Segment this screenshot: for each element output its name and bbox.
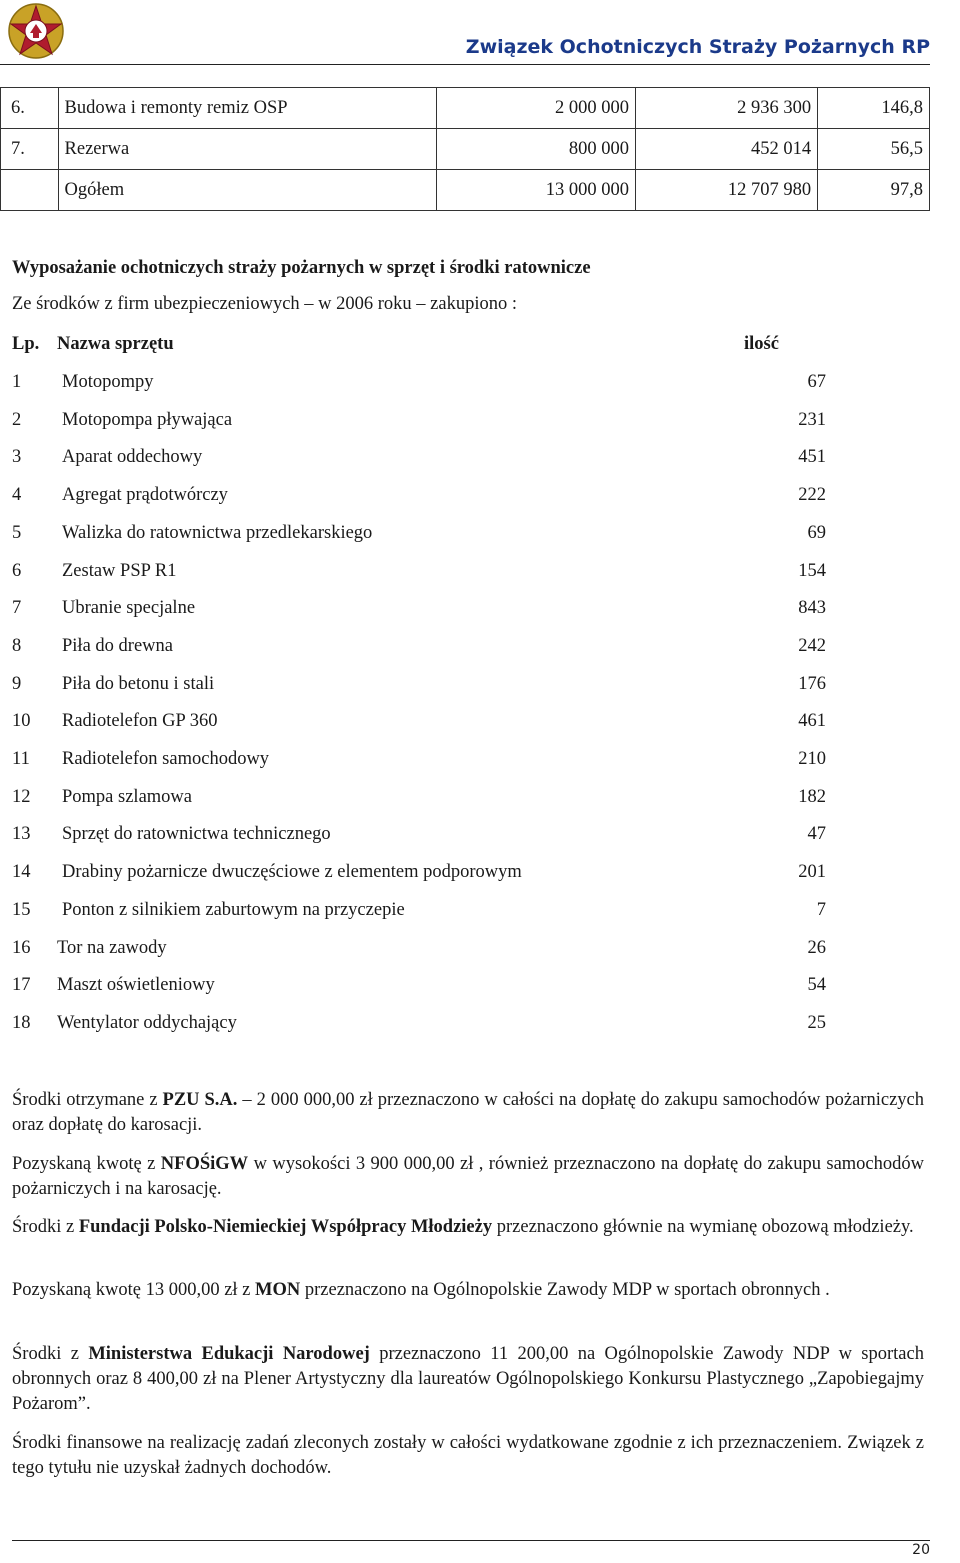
budget-cell-actual: 2 936 300 bbox=[636, 88, 818, 129]
budget-cell-plan: 800 000 bbox=[436, 129, 635, 170]
budget-cell-actual: 452 014 bbox=[636, 129, 818, 170]
paragraph-text: Pozyskaną kwotę z bbox=[12, 1154, 161, 1174]
budget-cell-lp: 6. bbox=[1, 88, 59, 129]
funding-source: Fundacji Polsko-Niemieckiej Współpracy Młodzieży bbox=[78, 1217, 493, 1237]
section-intro: Ze środków z firm ubezpieczeniowych – w 2006 roku – zakupiono : bbox=[12, 294, 518, 314]
equipment-quantity: 451 bbox=[798, 447, 826, 468]
equipment-number: 16 bbox=[12, 937, 31, 958]
budget-table bbox=[0, 87, 930, 211]
equipment-name: Aparat oddechowy bbox=[62, 447, 203, 468]
equipment-name: Walizka do ratownictwa przedlekarskiego bbox=[62, 522, 373, 543]
budget-cell-name: Ogółem bbox=[58, 170, 436, 211]
funding-paragraph bbox=[12, 1152, 924, 1202]
equipment-number: 13 bbox=[12, 824, 31, 845]
budget-cell-percent: 97,8 bbox=[818, 170, 930, 211]
equipment-quantity: 54 bbox=[807, 975, 826, 996]
equipment-row bbox=[0, 975, 960, 1013]
equipment-number: 17 bbox=[12, 975, 31, 996]
paragraph-text: przeznaczono 11 200,00 na Ogólnopolskie Zawody NDP w sportach obronnych oraz 8 400,00 zł na Plener Artystyczny dla laureatów Ogólnopolskiego Konkursu Plastycznego „Zapobiegajmy Pożarom”. bbox=[12, 1344, 924, 1414]
funding-paragraph bbox=[12, 1088, 924, 1138]
equipment-number: 15 bbox=[12, 899, 31, 920]
equipment-row bbox=[0, 862, 960, 900]
equipment-quantity: 7 bbox=[816, 899, 826, 920]
funding-paragraph bbox=[12, 1278, 924, 1303]
page-number: 20 bbox=[912, 1542, 930, 1558]
header-divider bbox=[0, 64, 930, 65]
paragraph-text: Środki finansowe na realizację zadań zleconych zostały w całości wydatkowane zgodnie z ich przeznaczeniem. Związek z tego tytułu nie uzyskał żadnych dochodów. bbox=[12, 1433, 924, 1478]
paragraph-text: w wysokości 3 900 000,00 zł , również przeznaczono na dopłatę do zakupu samochodów pożarniczych i na karosację. bbox=[12, 1154, 925, 1199]
equipment-name: Piła do drewna bbox=[62, 635, 173, 656]
zosp-emblem-icon bbox=[6, 2, 66, 60]
budget-cell-plan: 13 000 000 bbox=[436, 170, 635, 211]
equipment-quantity: 67 bbox=[807, 372, 826, 392]
funding-paragraph bbox=[12, 1342, 924, 1417]
equipment-quantity: 69 bbox=[807, 522, 826, 543]
equipment-quantity: 25 bbox=[807, 1012, 826, 1033]
budget-cell-actual: 12 707 980 bbox=[636, 170, 818, 211]
equipment-row bbox=[0, 900, 960, 938]
equipment-name: Motopompy bbox=[62, 372, 154, 392]
footer-divider bbox=[12, 1540, 930, 1541]
equipment-name: Ponton z silnikiem zaburtowym na przyczepie bbox=[62, 899, 405, 920]
equipment-name: Wentylator oddychający bbox=[57, 1012, 237, 1033]
equipment-quantity: 231 bbox=[798, 409, 826, 430]
equipment-quantity: 26 bbox=[807, 937, 826, 958]
budget-cell-name: Rezerwa bbox=[58, 129, 436, 170]
funding-source: NFOŚiGW bbox=[160, 1154, 249, 1174]
equipment-quantity: 461 bbox=[798, 711, 826, 732]
equipment-number: 1 bbox=[12, 372, 22, 392]
equipment-number: 14 bbox=[12, 862, 31, 883]
equipment-name: Sprzęt do ratownictwa technicznego bbox=[62, 824, 331, 845]
organization-title: Związek Ochotniczych Straży Pożarnych RP bbox=[465, 36, 930, 58]
paragraph-text: Pozyskaną kwotę 13 000,00 zł z bbox=[12, 1280, 256, 1300]
budget-cell-percent: 56,5 bbox=[818, 129, 930, 170]
equipment-number: 12 bbox=[12, 786, 31, 807]
equipment-quantity: 242 bbox=[798, 635, 826, 656]
paragraph-text: przeznaczono głównie na wymianę obozową młodzieży. bbox=[492, 1217, 914, 1237]
page-header bbox=[0, 0, 960, 80]
column-header-lp: Lp. bbox=[12, 334, 40, 354]
equipment-row bbox=[0, 636, 960, 674]
equipment-row bbox=[0, 523, 960, 561]
equipment-name: Zestaw PSP R1 bbox=[62, 560, 177, 581]
equipment-row bbox=[0, 674, 960, 712]
budget-cell-lp: 7. bbox=[1, 129, 59, 170]
budget-cell-plan: 2 000 000 bbox=[436, 88, 635, 129]
equipment-number: 10 bbox=[12, 711, 31, 732]
section-title: Wyposażanie ochotniczych straży pożarnych w sprzęt i środki ratownicze bbox=[12, 258, 591, 278]
equipment-number: 11 bbox=[12, 749, 30, 769]
equipment-row bbox=[0, 711, 960, 749]
equipment-row bbox=[0, 447, 960, 485]
equipment-name: Agregat prądotwórczy bbox=[62, 485, 228, 506]
equipment-number: 8 bbox=[12, 635, 22, 656]
equipment-number: 9 bbox=[12, 673, 22, 694]
equipment-name: Pompa szlamowa bbox=[62, 786, 192, 807]
equipment-row bbox=[0, 410, 960, 448]
equipment-quantity: 843 bbox=[798, 598, 826, 619]
equipment-row bbox=[0, 561, 960, 599]
equipment-quantity: 201 bbox=[798, 862, 826, 883]
budget-cell-lp bbox=[1, 170, 59, 211]
paragraph-text: Środki z bbox=[12, 1344, 89, 1364]
equipment-name: Radiotelefon samochodowy bbox=[62, 749, 270, 769]
equipment-name: Tor na zawody bbox=[57, 937, 167, 958]
equipment-quantity: 210 bbox=[798, 749, 826, 769]
equipment-number: 7 bbox=[12, 598, 22, 619]
equipment-quantity: 222 bbox=[798, 485, 826, 506]
budget-row bbox=[1, 129, 930, 170]
equipment-number: 5 bbox=[12, 522, 22, 543]
equipment-number: 2 bbox=[12, 409, 22, 430]
funding-source: MON bbox=[255, 1280, 301, 1300]
equipment-row bbox=[0, 372, 960, 410]
budget-cell-name: Budowa i remonty remiz OSP bbox=[58, 88, 436, 129]
equipment-row bbox=[0, 598, 960, 636]
funding-paragraph bbox=[12, 1215, 924, 1240]
equipment-row bbox=[0, 824, 960, 862]
paragraph-text: Środki z bbox=[12, 1217, 79, 1237]
equipment-name: Piła do betonu i stali bbox=[62, 673, 215, 694]
equipment-row bbox=[0, 787, 960, 825]
equipment-name: Drabiny pożarnicze dwuczęściowe z elementem podporowym bbox=[62, 862, 522, 883]
paragraph-text: przeznaczono na Ogólnopolskie Zawody MDP w sportach obronnych . bbox=[300, 1280, 830, 1300]
equipment-quantity: 47 bbox=[807, 824, 826, 845]
funding-source: Ministerstwa Edukacji Narodowej bbox=[88, 1344, 370, 1364]
equipment-quantity: 182 bbox=[798, 786, 826, 807]
equipment-name: Ubranie specjalne bbox=[62, 598, 196, 619]
equipment-number: 3 bbox=[12, 447, 22, 468]
equipment-row bbox=[0, 749, 960, 787]
budget-row bbox=[1, 170, 930, 211]
equipment-name: Radiotelefon GP 360 bbox=[62, 711, 218, 732]
paragraph-text: Środki otrzymane z bbox=[12, 1090, 163, 1110]
column-header-qty: ilość bbox=[744, 334, 779, 354]
equipment-row bbox=[0, 938, 960, 976]
funding-paragraph bbox=[12, 1431, 924, 1481]
equipment-number: 6 bbox=[12, 560, 22, 581]
equipment-row bbox=[0, 485, 960, 523]
equipment-number: 4 bbox=[12, 485, 22, 506]
budget-cell-percent: 146,8 bbox=[818, 88, 930, 129]
column-header-name: Nazwa sprzętu bbox=[57, 334, 174, 354]
funding-source: PZU S.A. bbox=[162, 1090, 238, 1110]
equipment-quantity: 154 bbox=[798, 560, 826, 581]
equipment-quantity: 176 bbox=[798, 673, 826, 694]
equipment-name: Motopompa pływająca bbox=[62, 409, 233, 430]
paragraph-text: – 2 000 000,00 zł przeznaczono w całości na dopłatę do zakupu samochodów pożarniczych oraz dopłatę do karosacji. bbox=[12, 1090, 924, 1135]
budget-row bbox=[1, 88, 930, 129]
equipment-name: Maszt oświetleniowy bbox=[57, 975, 215, 996]
equipment-row bbox=[0, 1013, 960, 1051]
equipment-number: 18 bbox=[12, 1012, 31, 1033]
